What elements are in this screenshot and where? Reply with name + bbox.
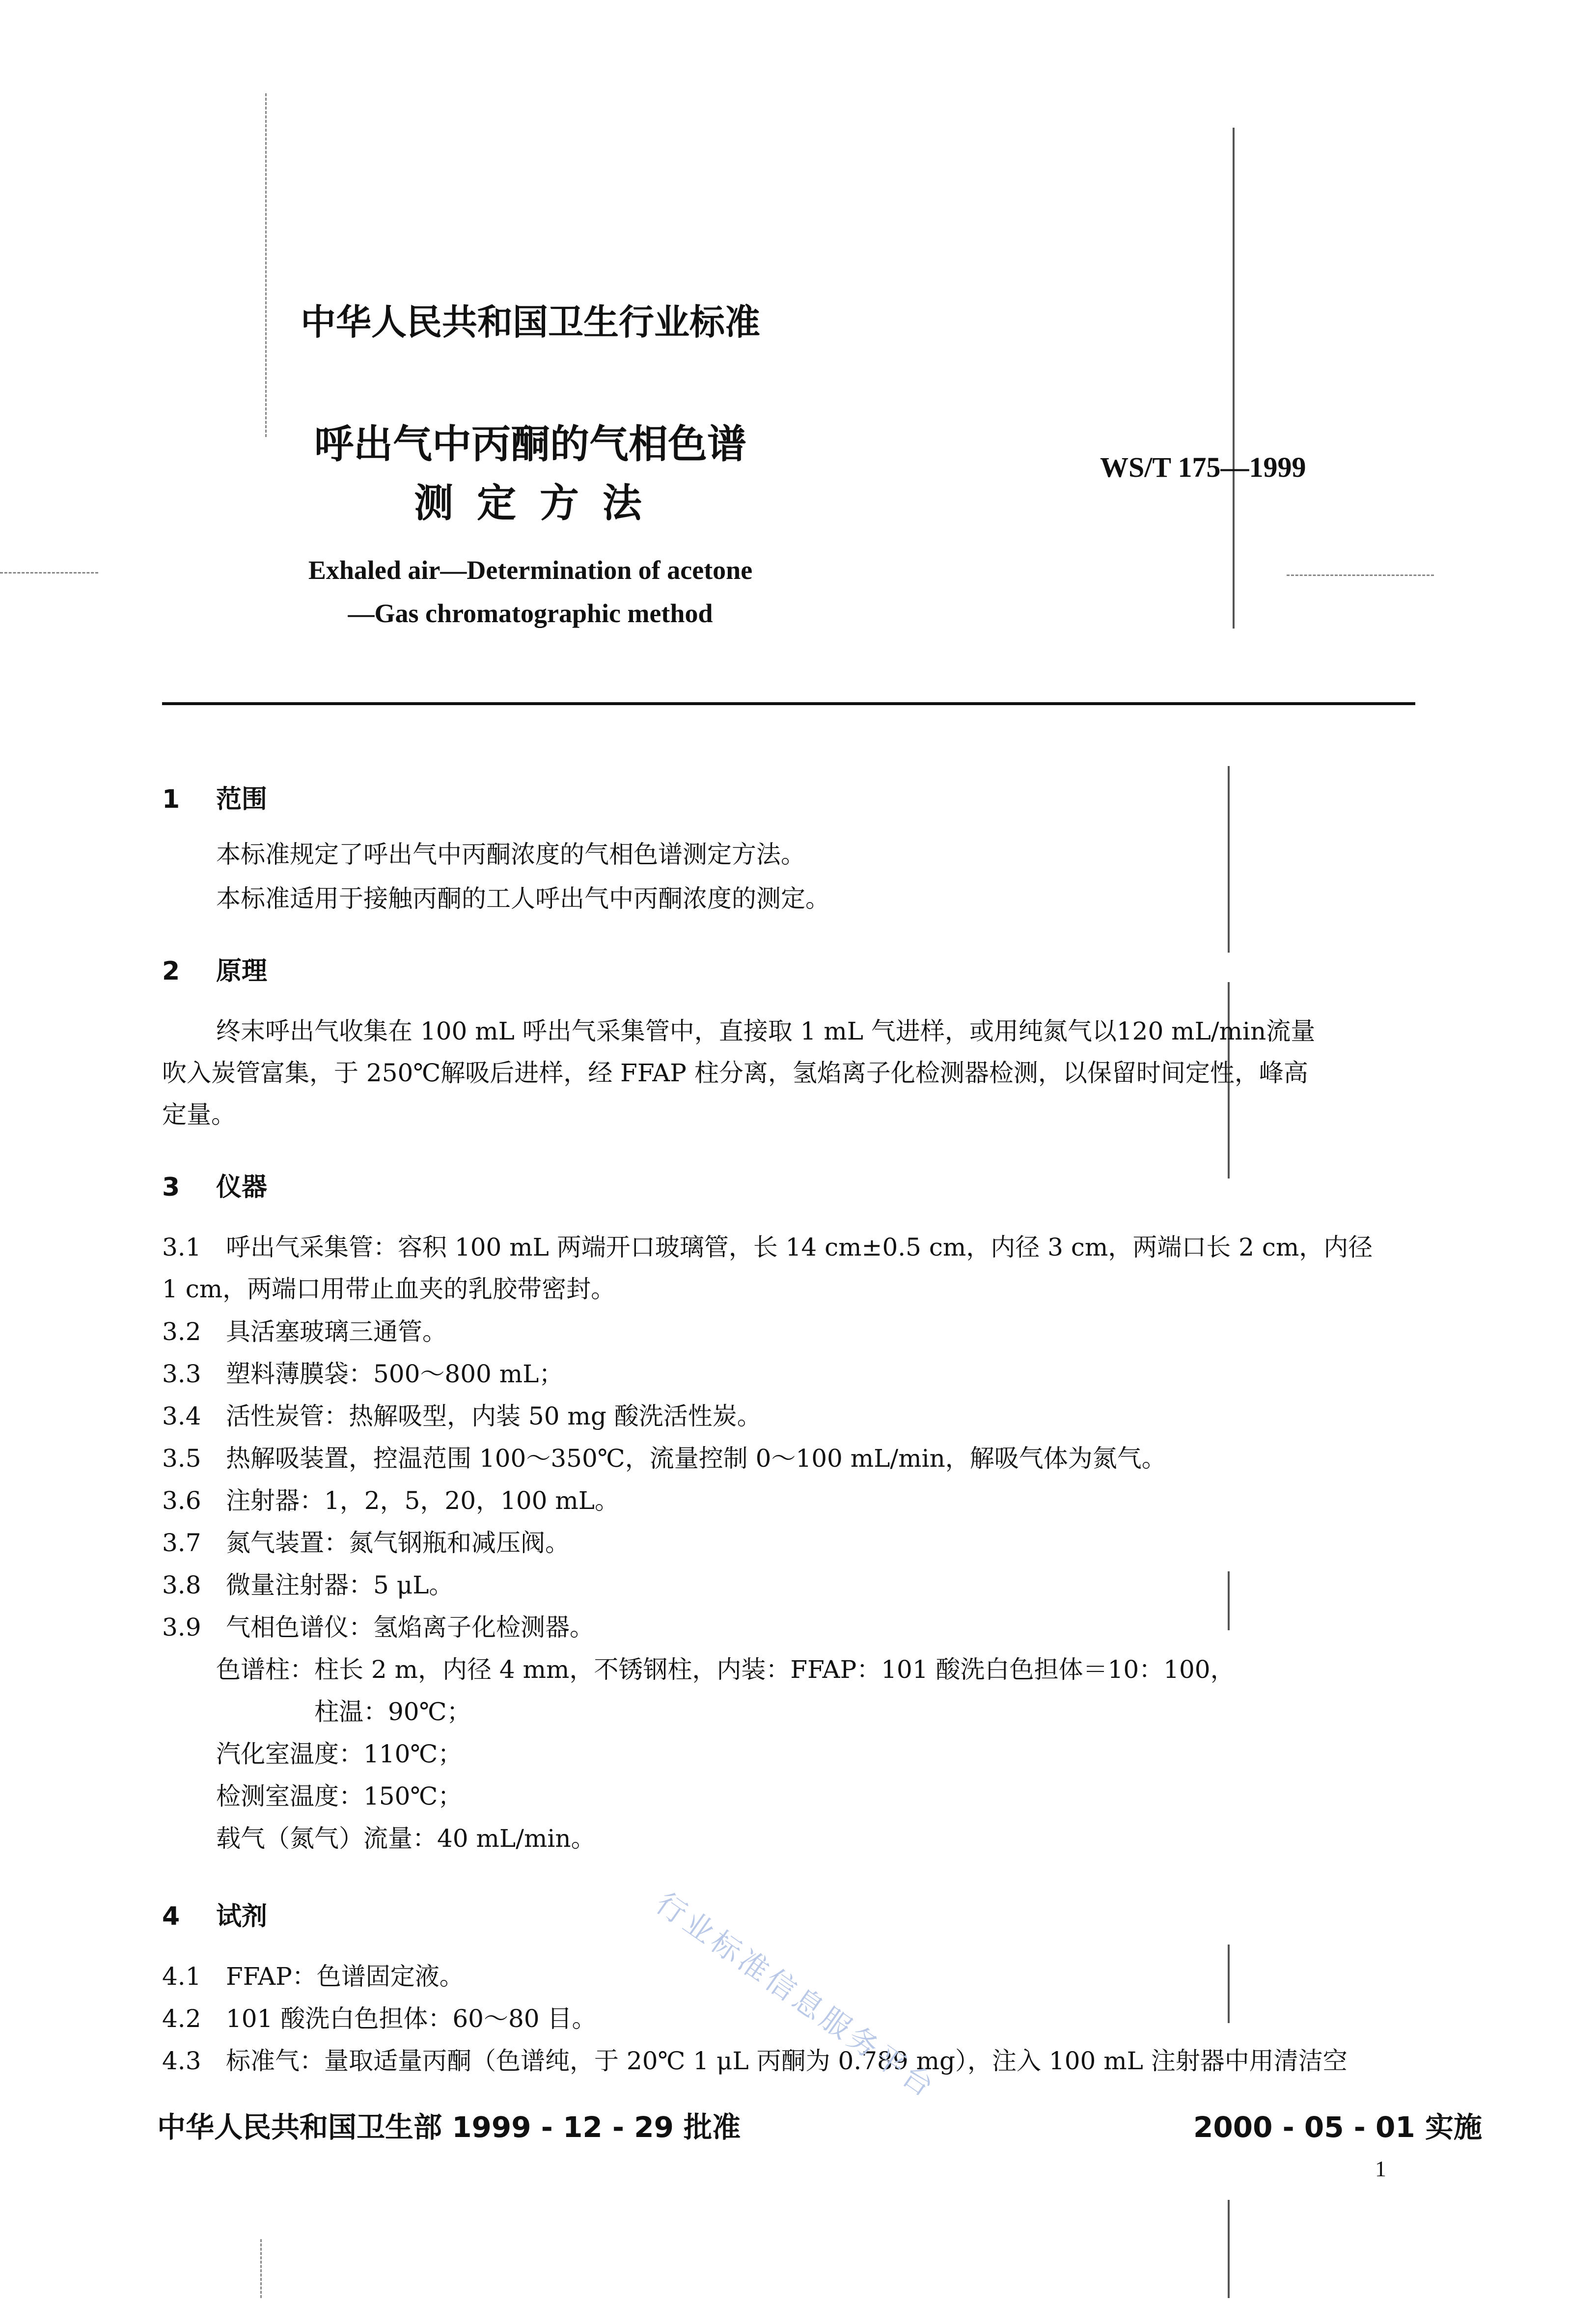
- clause: [162, 1613, 594, 1642]
- scan-mark: [1287, 575, 1434, 576]
- effective-date: 2000 - 05 - 01 实施: [1193, 2110, 1482, 2144]
- clause-text: 注射器：1，2，5，20，100 mL。: [226, 1486, 620, 1515]
- issuing-authority: 中华人民共和国卫生行业标准: [300, 301, 760, 343]
- page-number: 1: [1375, 2156, 1386, 2181]
- clause: [162, 1233, 1373, 1262]
- english-subtitle: —Gas chromatographic method: [348, 599, 713, 628]
- clause-text: 氮气装置：氮气钢瓶和减压阀。: [226, 1529, 570, 1557]
- gc-condition: 载气（氮气）流量：40 mL/min。: [216, 1824, 596, 1853]
- english-title: Exhaled air—Determination of acetone: [308, 555, 753, 585]
- section-number: 4: [162, 1902, 180, 1931]
- section-title: 试剂: [216, 1902, 268, 1931]
- section-number: 1: [162, 785, 180, 814]
- clause-text: 活性炭管：热解吸型，内装 50 mg 酸洗活性炭。: [226, 1402, 762, 1430]
- scan-mark: [1228, 1945, 1230, 2023]
- clause-number: 3.3: [162, 1360, 201, 1388]
- clause-number: 3.4: [162, 1402, 201, 1430]
- clause-number: 3.7: [162, 1529, 201, 1557]
- gc-condition: 色谱柱：柱长 2 m，内径 4 mm，不锈钢柱，内装：FFAP：101 酸洗白色担体＝10：100，: [216, 1655, 1235, 1684]
- paragraph-line: 终末呼出气收集在 100 mL 呼出气采集管中，直接取 1 mL 气进样，或用纯氮气以120 mL/min流量: [216, 1017, 1316, 1045]
- clause-text: 标准气：量取适量丙酮（色谱纯，于 20℃ 1 μL 丙酮为 0.789 mg），注入 100 mL 注射器中用清洁空: [226, 2047, 1348, 2075]
- section-title: 原理: [216, 957, 268, 986]
- clause: [162, 1401, 762, 1431]
- clause-text: 101 酸洗白色担体：60～80 目。: [226, 2004, 597, 2033]
- gc-condition: 柱温：90℃；: [314, 1698, 471, 1726]
- clause-number: 3.1: [162, 1233, 201, 1261]
- clause-text: 具活塞玻璃三通管。: [226, 1317, 447, 1346]
- scan-mark: [1228, 766, 1230, 953]
- section-heading: [162, 950, 267, 987]
- clause-number: 3.5: [162, 1444, 201, 1473]
- document-title-line2: 测 定 方 法: [414, 480, 647, 526]
- clause: [162, 1359, 563, 1389]
- clause-continuation: 1 cm，两端口用带止血夹的乳胶带密封。: [162, 1275, 616, 1303]
- section-number: 2: [162, 957, 180, 986]
- clause-text: 呼出气采集管：容积 100 mL 两端开口玻璃管，长 14 cm±0.5 cm，内径 3 cm，两端口长 2 cm，内径: [226, 1233, 1373, 1261]
- section-title: 仪器: [216, 1173, 268, 1202]
- clause-number: 3.2: [162, 1317, 201, 1346]
- section-title: 范围: [216, 785, 268, 814]
- clause: [162, 1528, 570, 1558]
- paragraph-line: 定量。: [162, 1100, 236, 1129]
- document-title: 呼出气中丙酮的气相色谱: [314, 421, 746, 467]
- scan-mark: [1233, 128, 1235, 629]
- clause-number: 3.6: [162, 1486, 201, 1515]
- clause-text: 微量注射器：5 μL。: [226, 1571, 454, 1599]
- clause-number: 4.2: [162, 2004, 201, 2033]
- section-heading: [162, 1166, 267, 1203]
- gc-condition: 汽化室温度：110℃；: [216, 1740, 463, 1768]
- clause-number: 3.9: [162, 1613, 201, 1642]
- clause-number: 4.1: [162, 1962, 201, 1991]
- paragraph-line: 吹入炭管富集，于 250℃解吸后进样，经 FFAP 柱分离，氢焰离子化检测器检测，以保留时间定性，峰高: [162, 1059, 1308, 1087]
- section-number: 3: [162, 1173, 180, 1202]
- clause-text: 塑料薄膜袋：500～800 mL；: [226, 1360, 564, 1388]
- clause: [162, 1444, 1166, 1473]
- clause-number: 3.8: [162, 1571, 201, 1599]
- header-rule: [162, 702, 1415, 705]
- clause: [162, 2046, 1348, 2076]
- watermark: 行业标准信息服务平台: [649, 1886, 943, 2106]
- section-heading: [162, 1895, 267, 1932]
- clause: [162, 1317, 447, 1346]
- clause-text: FFAP：色谱固定液。: [226, 1962, 464, 1991]
- paragraph: 本标准适用于接触丙酮的工人呼出气中丙酮浓度的测定。: [216, 884, 830, 913]
- paragraph: 本标准规定了呼出气中丙酮浓度的气相色谱测定方法。: [216, 840, 805, 869]
- clause-text: 热解吸装置，控温范围 100～350℃，流量控制 0～100 mL/min，解吸气体为氮气。: [226, 1444, 1166, 1473]
- scan-mark: [260, 2239, 262, 2298]
- clause-text: 气相色谱仪：氢焰离子化检测器。: [226, 1613, 594, 1642]
- scan-mark: [265, 93, 267, 437]
- clause: [162, 2004, 596, 2033]
- gc-condition: 检测室温度：150℃；: [216, 1782, 463, 1810]
- clause: [162, 1486, 619, 1515]
- scan-mark: [1228, 2200, 1230, 2298]
- scan-mark: [1228, 1571, 1230, 1630]
- clause: [162, 1570, 453, 1600]
- section-heading: [162, 778, 267, 815]
- clause-number: 4.3: [162, 2047, 201, 2075]
- approval-line: 中华人民共和国卫生部 1999 - 12 - 29 批准: [157, 2110, 741, 2144]
- clause: [162, 1962, 464, 1991]
- standard-code: WS/T 175—1999: [1100, 451, 1306, 483]
